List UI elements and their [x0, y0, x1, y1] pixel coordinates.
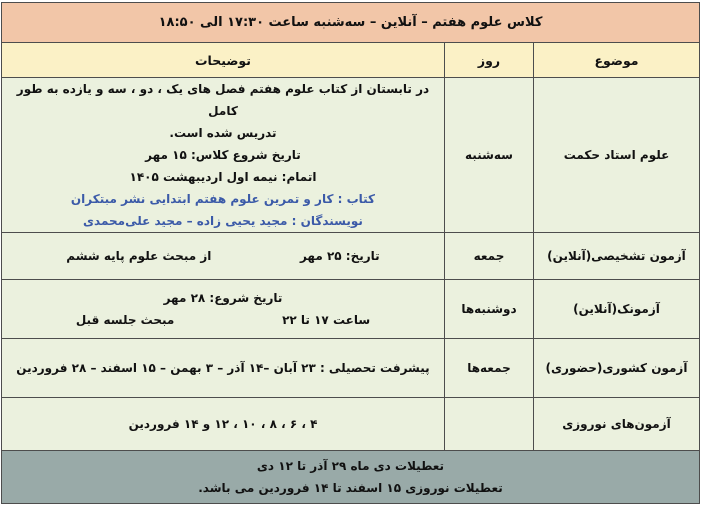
- table-row: [1, 398, 699, 451]
- exam-date: تاریخ: ۲۵ مهر: [299, 249, 380, 263]
- title-row: [1, 3, 699, 43]
- authors: نویسندگان : مجید یحیی زاده – مجید علی‌محمدی: [83, 214, 363, 228]
- row-day: جمعه: [445, 233, 534, 280]
- schedule-table: [1, 2, 700, 504]
- table-row: [1, 280, 699, 339]
- table-row: [1, 233, 699, 280]
- end-date: اتمام: نیمه اول اردیبهشت ۱۴۰۵: [129, 170, 317, 184]
- header-day: روز: [445, 43, 534, 78]
- desc-line: در تابستان از کتاب علوم هفتم فصل های یک ، دو ، سه و یازده به طور کامل: [16, 82, 430, 118]
- row-description: [1, 78, 444, 233]
- quiz-topic: مبحث جلسه قبل: [75, 313, 175, 327]
- table-row: [1, 339, 699, 398]
- footer-row: [1, 451, 699, 504]
- row-day: سه‌شنبه: [445, 78, 534, 233]
- row-subject: آزمون کشوری(حضوری): [534, 339, 700, 398]
- table-title: کلاس علوم هفتم – آنلاین – سه‌شنبه ساعت ۱۷:۳۰ الی ۱۸:۵۰: [1, 3, 699, 43]
- table-row: [1, 78, 699, 233]
- nowruz-holiday: تعطیلات نوروزی ۱۵ اسفند تا ۱۴ فروردین می باشد.: [198, 481, 503, 495]
- row-subject: علوم استاد حکمت: [534, 78, 700, 233]
- header-row: [1, 43, 699, 78]
- row-description: ۴ ، ۶ ، ۸ ، ۱۰ ، ۱۲ و ۱۴ فروردین: [1, 398, 444, 451]
- row-description: پیشرفت تحصیلی : ۲۳ آبان –۱۴ آذر – ۳ بهمن – ۱۵ اسفند – ۲۸ فروردین: [1, 339, 444, 398]
- row-day: [445, 398, 534, 451]
- header-description: توضیحات: [1, 43, 444, 78]
- exam-topic: از مبحث علوم پایه ششم: [66, 249, 212, 263]
- header-subject: موضوع: [534, 43, 700, 78]
- winter-holiday: تعطیلات دی ماه ۲۹ آذر تا ۱۲ دی: [256, 459, 445, 473]
- row-subject: آزمون تشخیصی(آنلاین): [534, 233, 700, 280]
- start-date: تاریخ شروع کلاس: ۱۵ مهر: [145, 148, 301, 162]
- quiz-time: ساعت ۱۷ تا ۲۲: [282, 313, 371, 327]
- start-date: تاریخ شروع: ۲۸ مهر: [163, 291, 283, 305]
- row-subject: آزمونک(آنلاین): [534, 280, 700, 339]
- desc-line: تدریس شده است.: [169, 126, 277, 140]
- schedule-container: [2, 2, 700, 506]
- holiday-notes: [1, 451, 699, 504]
- row-description: [1, 233, 444, 280]
- row-day: دوشنبه‌ها: [445, 280, 534, 339]
- row-subject: آزمون‌های نوروزی: [534, 398, 700, 451]
- book-title: کتاب : کار و تمرین علوم هفتم ابتدایی نشر مبتکران: [70, 192, 376, 206]
- row-day: جمعه‌ها: [445, 339, 534, 398]
- row-description: [1, 280, 444, 339]
